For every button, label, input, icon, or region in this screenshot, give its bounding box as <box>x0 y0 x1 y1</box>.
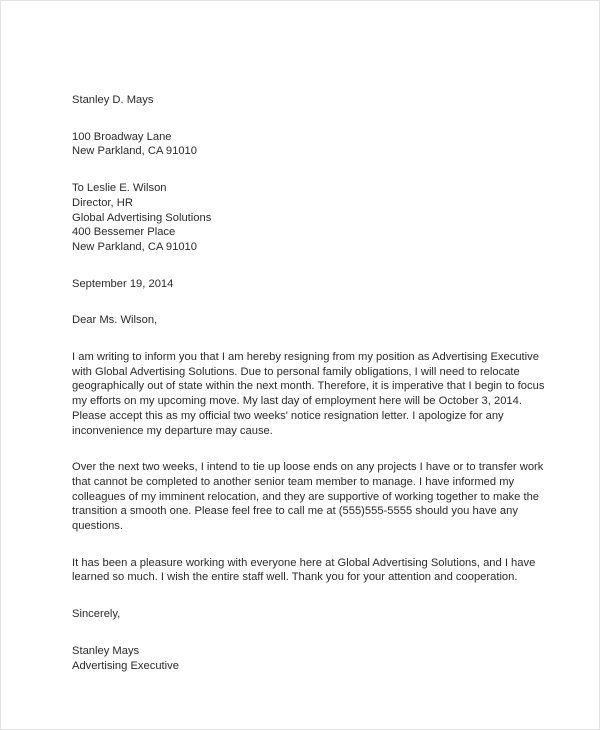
recipient-line-5: New Parkland, CA 91010 <box>72 240 198 253</box>
body-paragraph-3: It has been a pleasure working with everyone here at Global Advertising Solutions, and I have learned so much. I wish the entire staff well. Thank you for your attention and cooperation. <box>72 556 536 584</box>
recipient-line-2: Director, HR <box>72 196 133 209</box>
date-block <box>72 277 548 292</box>
letter-date: September 19, 2014 <box>72 277 174 290</box>
closing-block <box>72 607 548 622</box>
recipient-line-3: Global Advertising Solutions <box>72 211 212 224</box>
body-paragraph-2: Over the next two weeks, I intend to tie up loose ends on any projects I have or to transfer work that cannot be completed to another senior team member to manage. I have informed my colleagues of my imminent relocation, and they are supportive of working together to make the transition a smooth one. Please feel free to call me at (555)555-5555 should you have any questions. <box>72 461 544 533</box>
sender-name: Stanley D. Mays <box>72 94 154 106</box>
salutation-block <box>72 313 548 328</box>
body-paragraph-1: I am writing to inform you that I am hereby resigning from my position as Advertising Executive with Global Advertising Solutions. Due to personal family obligations, I will need to relocate geographically out of state within the next month. Therefore, it is imperative that I begin to focus my efforts on my upcoming move. My last day of employment here will be October 3, 2014. Please accept this as my official two weeks' notice resignation letter. I apologize for any inconvenience my departure may cause. <box>72 351 545 437</box>
signature-block <box>72 644 548 673</box>
letter-body <box>72 93 548 673</box>
salutation: Dear Ms. Wilson, <box>72 314 158 327</box>
recipient-line-1: To Leslie E. Wilson <box>72 182 167 195</box>
sender-address-block <box>72 130 548 159</box>
sender-address-line-2: New Parkland, CA 91010 <box>72 145 198 158</box>
sender-name-block <box>72 93 548 108</box>
signature-title: Advertising Executive <box>72 659 179 672</box>
closing: Sincerely, <box>72 608 121 621</box>
sender-address-line-1: 100 Broadway Lane <box>72 130 172 143</box>
recipient-line-4: 400 Bessemer Place <box>72 226 176 239</box>
recipient-address-block <box>72 181 548 255</box>
signature-name: Stanley Mays <box>72 644 140 657</box>
